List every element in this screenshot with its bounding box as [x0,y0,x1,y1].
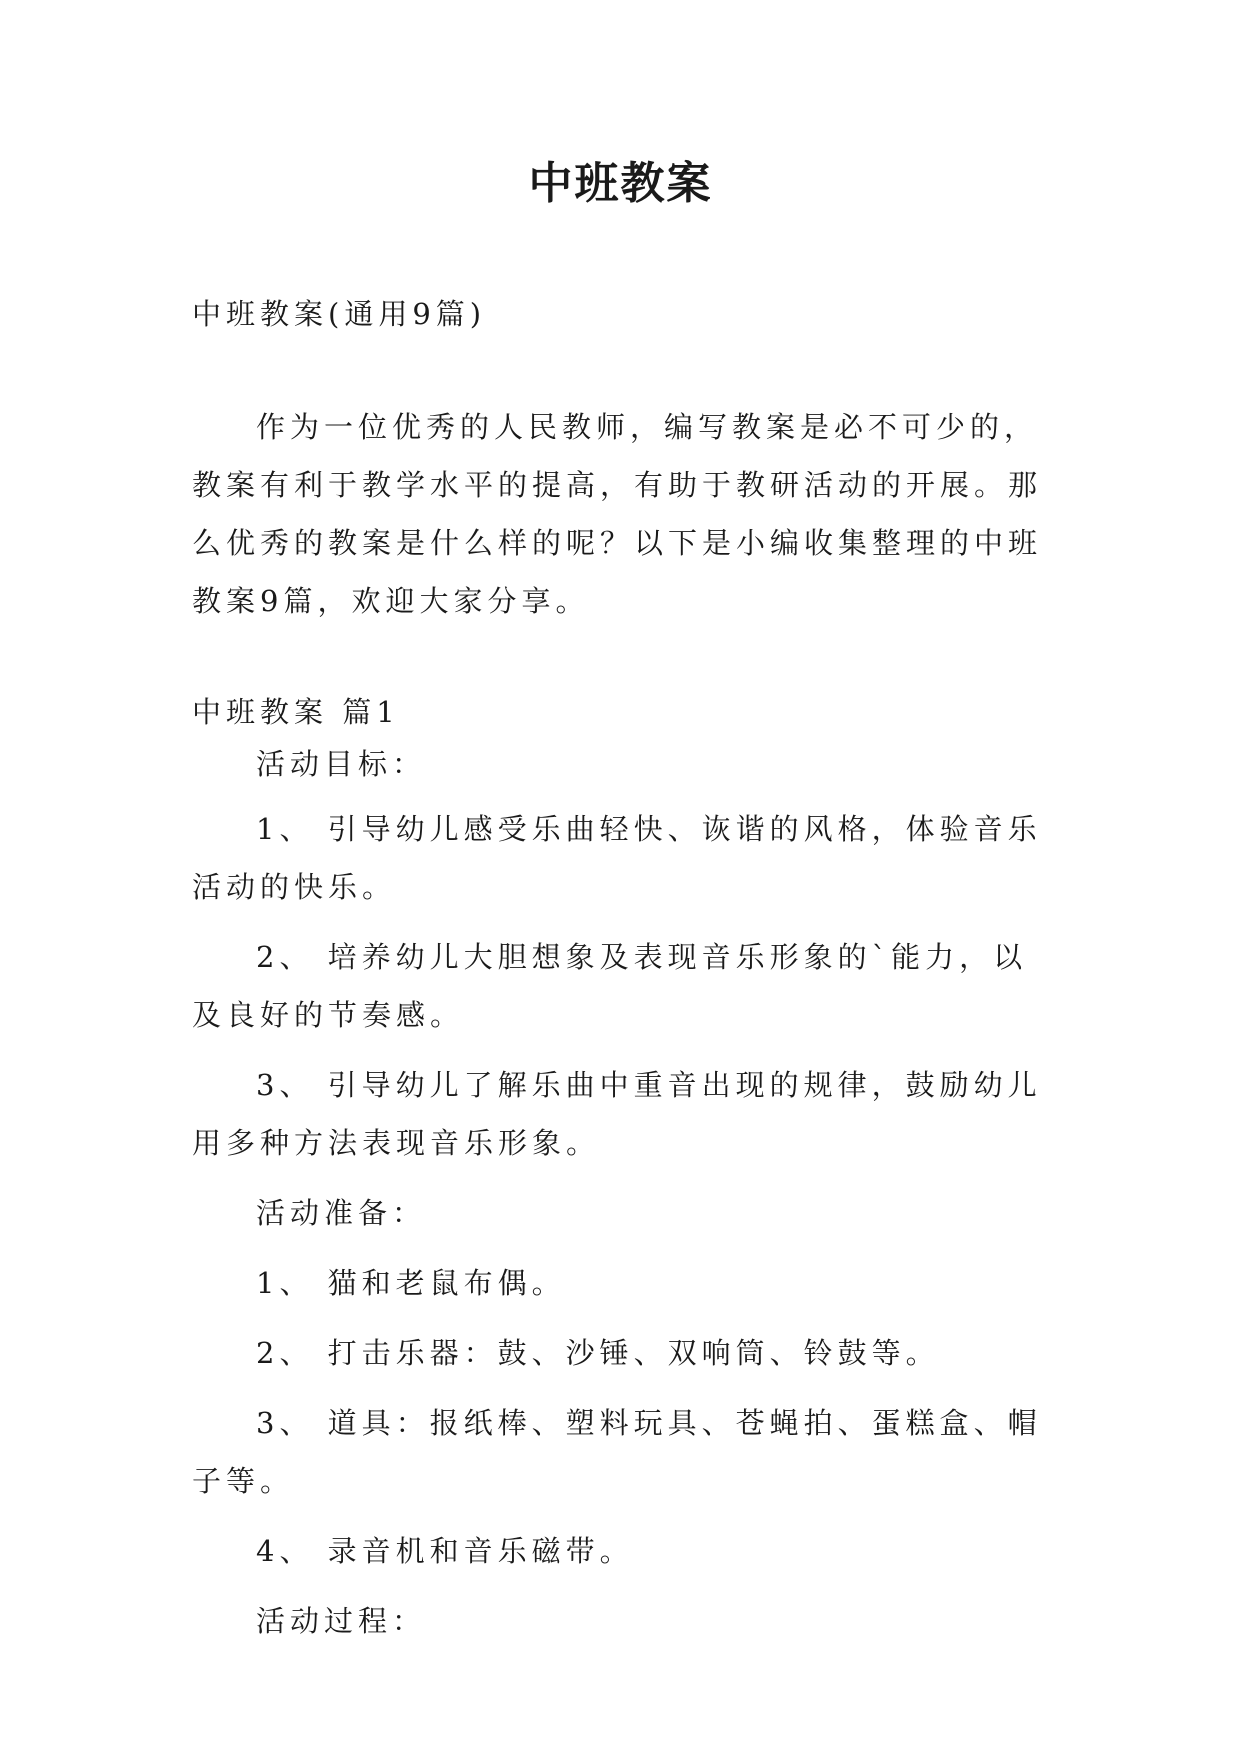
paragraph-activity-goals-heading: 活动目标： [256,747,427,781]
intro-paragraph: 作为一位优秀的人民教师，编写教案是必不可少的，教案有利于教学水平的提高，有助于教研活动的开展。那么优秀的教案是什么样的呢？以下是小编收集整理的中班教案9篇，欢迎大家分享。 [192,410,1043,618]
paragraph-activity-process-heading: 活动过程： [256,1604,427,1638]
document-subtitle: 中班教案(通用9篇) [192,297,487,331]
paragraph-prep-1: 1、 猫和老鼠布偶。 [256,1266,566,1300]
paragraph-prep-3: 3、 道具：报纸棒、塑料玩具、苍蝇拍、蛋糕盒、帽子等。 [192,1406,1042,1498]
paragraph-prep-4: 4、 录音机和音乐磁带。 [256,1534,634,1568]
paragraph-goal-1: 1、 引导幼儿感受乐曲轻快、诙谐的风格，体验音乐活动的快乐。 [192,812,1042,904]
document-body [192,292,1058,1650]
paragraph-goal-2: 2、 培养幼儿大胆想象及表现音乐形象的`能力，以及良好的节奏感。 [192,940,1028,1032]
paragraph-goal-3: 3、 引导幼儿了解乐曲中重音出现的规律，鼓励幼儿用多种方法表现音乐形象。 [192,1068,1042,1160]
document-title: 中班教案 [528,158,713,209]
section-heading: 中班教案 篇1 [192,695,400,729]
paragraph-prep-2: 2、 打击乐器：鼓、沙锤、双响筒、铃鼓等。 [256,1336,940,1370]
paragraph-activity-prep-heading: 活动准备： [256,1196,427,1230]
